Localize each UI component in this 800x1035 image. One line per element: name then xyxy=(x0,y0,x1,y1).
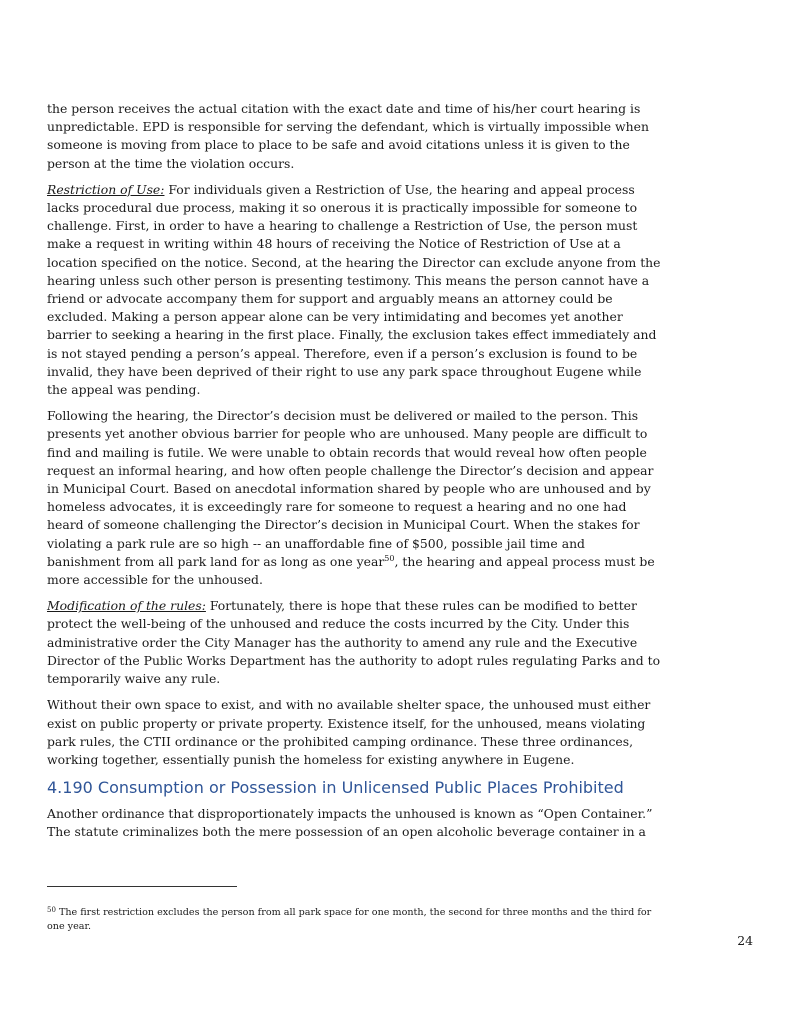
paragraph-text: For individuals given a Restriction of Use, the hearing and appeal process lacks procedural due process, making it so onerous it is practically impossible for someone to challenge. First, in order to have a hearing to challenge a Restriction of Use, the person must make a request in writing within 48 hours of receiving the Notice of Restriction of Use at a location specified on the notice. Second, at the hearing the Director can exclude anyone from the hearing unless such other person is presenting testimony. This means the person cannot have a friend or advocate accompany them for support and arguably means an attorney could be excluded. Making a person appear alone can be very intimidating and becomes yet another barrier to seeking a hearing in the first place. Finally, the exclusion takes effect immediately and is not stayed pending a person’s appeal. Therefore, even if a person’s exclusion is found to be invalid, they have been deprived of their right to use any park space throughout Eugene while the appeal was pending. xyxy=(47,181,661,398)
paragraph-text: Following the hearing, the Director’s decision must be delivered or mailed to the person. This presents yet another obvious barrier for people who are unhoused. Many people are difficult to find and mailing is futile. We were unable to obtain records that would reveal how often people request an informal hearing, and how often people challenge the Director’s decision and appear in Municipal Court. Based on anecdotal information shared by people who are unhoused and by homeless advocates, it is exceedingly rare for someone to request a hearing and no one had heard of someone challenging the Director’s decision in Municipal Court. When the stakes for violating a park rule are so high -- an unaffordable fine of $500, possible jail time and banishment from all park land for as long as one year xyxy=(47,408,654,569)
footnote xyxy=(47,906,667,933)
paragraph-existence: Without their own space to exist, and with no available shelter space, the unhoused must either exist on public property or private property. Existence itself, for the unhoused, means violating park rules, the CTII ordinance or the prohibited camping ordinance. These three ordinances, working together, essentially punish the homeless for existing anywhere in Eugene. xyxy=(47,697,651,767)
footnote-number: 50 xyxy=(47,906,56,914)
runin-heading-modification-of-rules: Modification of the rules: xyxy=(47,598,206,614)
paragraph-directors-decision xyxy=(47,407,661,589)
footnote-separator xyxy=(47,886,237,887)
paragraph-open-container: Another ordinance that disproportionately impacts the unhoused is known as “Open Container.” The statute criminalizes both the mere possession of an open alcoholic beverage container in a xyxy=(47,806,653,840)
paragraph-modification-of-rules xyxy=(47,597,661,688)
section-heading: 4.190 Consumption or Possession in Unlicensed Public Places Prohibited xyxy=(47,778,624,798)
page-body xyxy=(47,100,661,850)
footnote-reference: 50 xyxy=(384,553,395,563)
paragraph-text-continued: , the hearing and appeal process must be more accessible for the unhoused. xyxy=(47,553,655,588)
paragraph-citation-timing: the person receives the actual citation with the exact date and time of his/her court hearing is unpredictable. EPD is responsible for serving the defendant, which is virtually impossible when someone is moving from place to place to be safe and avoid citations unless it is given to the person at the time the violation occurs. xyxy=(47,101,649,171)
runin-heading-restriction-of-use: Restriction of Use: xyxy=(47,181,165,197)
page-number: 24 xyxy=(737,933,753,948)
paragraph-text: Fortunately, there is hope that these rules can be modified to better protect the well-being of the unhoused and reduce the costs incurred by the City. Under this administrative order the City Manager has the authority to amend any rule and the Executive Director of the Public Works Department has the authority to adopt rules regulating Parks and to temporarily waive any rule. xyxy=(47,598,661,687)
paragraph-restriction-of-use xyxy=(47,181,661,399)
footnote-text: The first restriction excludes the person from all park space for one month, the second for three months and the third for one year. xyxy=(47,907,652,932)
